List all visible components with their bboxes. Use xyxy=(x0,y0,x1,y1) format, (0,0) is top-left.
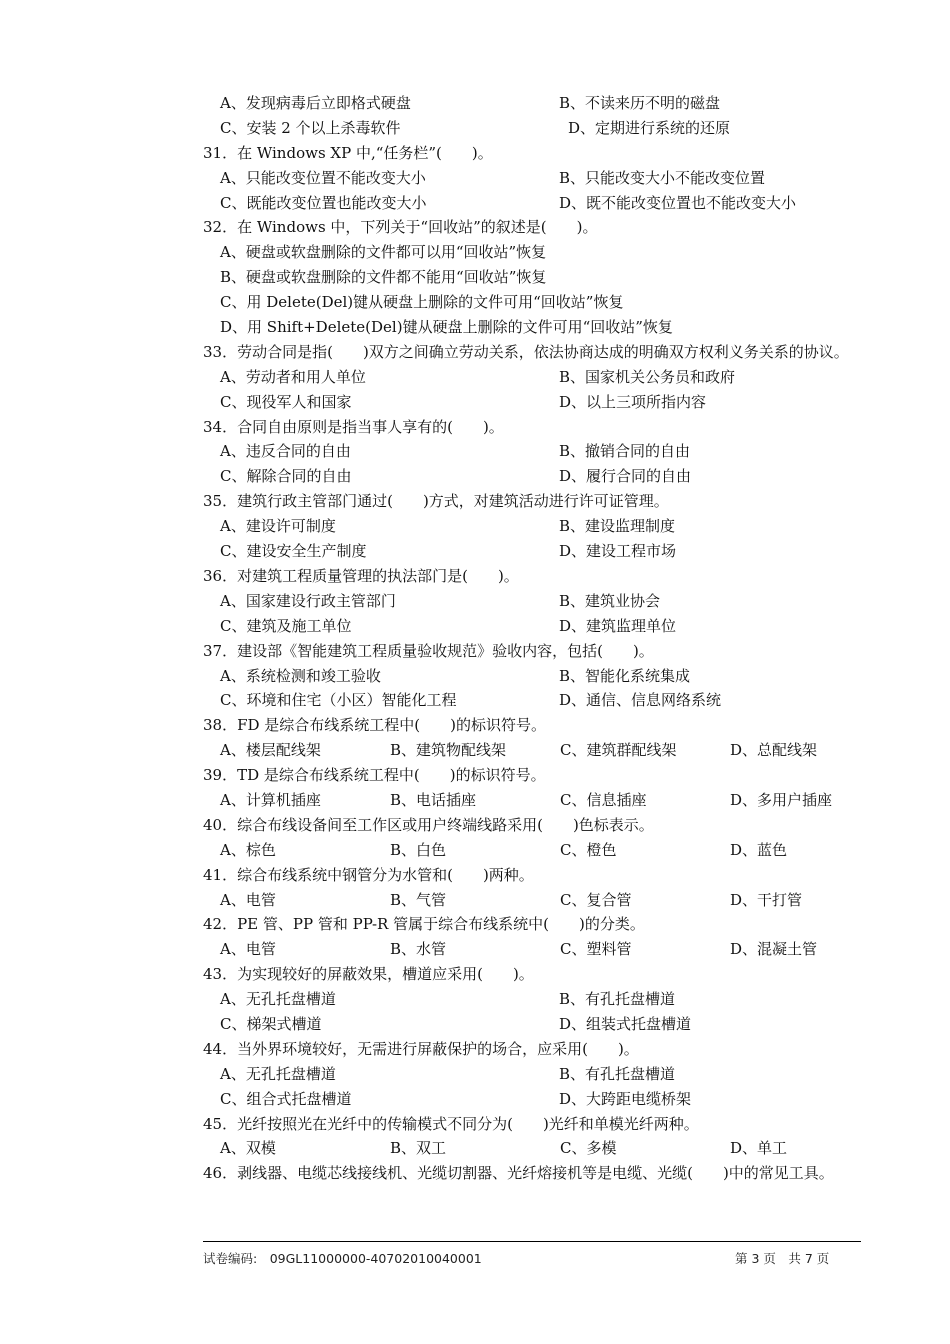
option: B、有孔托盘槽道 xyxy=(559,1064,676,1083)
question-stem: 41．综合布线系统中钢管分为水管和( )两种。 xyxy=(203,865,534,884)
option: C、现役军人和国家 xyxy=(220,392,352,411)
option: B、建筑业协会 xyxy=(559,591,661,610)
option-row xyxy=(203,838,863,863)
option: B、建设监理制度 xyxy=(559,517,676,536)
option-row xyxy=(203,514,863,539)
option-row xyxy=(203,1136,863,1161)
option: A、硬盘或软盘删除的文件都可以用“回收站”恢复 xyxy=(220,243,547,262)
option: B、气管 xyxy=(390,890,447,909)
option-row xyxy=(203,738,863,763)
option: A、无孔托盘槽道 xyxy=(220,1064,336,1083)
question-stem: 46．剥线器、电缆芯线接线机、光缆切割器、光纤熔接机等是电缆、光缆( )中的常见工具。 xyxy=(203,1164,834,1183)
option: A、只能改变位置不能改变大小 xyxy=(220,168,426,187)
option: C、多模 xyxy=(560,1139,617,1158)
option: A、棕色 xyxy=(220,840,276,859)
option: B、电话插座 xyxy=(390,790,477,809)
question-stem: 36．对建筑工程质量管理的执法部门是( )。 xyxy=(203,566,519,585)
question-stem: 43．为实现较好的屏蔽效果，槽道应采用( )。 xyxy=(203,965,534,984)
option: B、双工 xyxy=(390,1139,447,1158)
option-row xyxy=(203,390,863,415)
question-stem: 34．合同自由原则是指当事人享有的( )。 xyxy=(203,417,504,436)
question-stem: 44．当外界环境较好，无需进行屏蔽保护的场合，应采用( )。 xyxy=(203,1039,639,1058)
option: D、蓝色 xyxy=(730,840,788,859)
option: B、只能改变大小不能改变位置 xyxy=(559,168,766,187)
option: D、以上三项所指内容 xyxy=(559,392,707,411)
option: A、劳动者和用人单位 xyxy=(220,367,366,386)
option: B、白色 xyxy=(390,840,447,859)
option-row xyxy=(203,91,863,116)
option: D、定期进行系统的还原 xyxy=(568,118,731,137)
option-row xyxy=(203,439,863,464)
option: A、楼层配线架 xyxy=(220,741,321,760)
option: A、系统检测和竣工验收 xyxy=(220,666,381,685)
option: D、大跨距电缆桥架 xyxy=(559,1089,692,1108)
option: C、梯架式槽道 xyxy=(220,1014,322,1033)
option: A、发现病毒后立即格式硬盘 xyxy=(220,94,411,112)
option: C、信息插座 xyxy=(560,790,647,809)
option-row xyxy=(203,987,863,1012)
option-row xyxy=(203,688,863,713)
option-row xyxy=(203,1087,863,1112)
option: C、复合管 xyxy=(560,890,632,909)
option: B、国家机关公务员和政府 xyxy=(559,367,736,386)
question-stem: 39．TD 是综合布线系统工程中( )的标识符号。 xyxy=(203,766,546,785)
option: A、计算机插座 xyxy=(220,790,321,809)
option-row xyxy=(203,116,863,141)
option-row xyxy=(203,937,863,962)
option: C、既能改变位置也能改变大小 xyxy=(220,193,427,212)
option: D、混凝土管 xyxy=(730,940,818,959)
option-row xyxy=(203,888,863,913)
option: D、单工 xyxy=(730,1139,788,1158)
option-row xyxy=(203,1012,863,1037)
question-stem: 38．FD 是综合布线系统工程中( )的标识符号。 xyxy=(203,716,546,735)
option: C、安装 2 个以上杀毒软件 xyxy=(220,118,401,137)
option: A、电管 xyxy=(220,890,276,909)
option: A、违反合同的自由 xyxy=(220,442,351,461)
question-stem: 45．光纤按照光在光纤中的传输模式不同分为( )光纤和单模光纤两种。 xyxy=(203,1114,699,1133)
option: B、智能化系统集成 xyxy=(559,666,691,685)
option: C、建设安全生产制度 xyxy=(220,542,367,561)
page-number: 第 3 页 共 7 页 xyxy=(735,1251,830,1266)
option: C、解除合同的自由 xyxy=(220,467,352,486)
option: B、硬盘或软盘删除的文件都不能用“回收站”恢复 xyxy=(220,268,547,287)
option: A、无孔托盘槽道 xyxy=(220,990,336,1009)
option: C、建筑群配线架 xyxy=(560,741,677,760)
question-stem: 42．PE 管、PP 管和 PP-R 管属于综合布线系统中( )的分类。 xyxy=(203,915,645,934)
option: C、环境和住宅（小区）智能化工程 xyxy=(220,691,457,710)
option-row xyxy=(203,539,863,564)
option: D、履行合同的自由 xyxy=(559,467,692,486)
option: A、电管 xyxy=(220,940,276,959)
question-stem: 33．劳动合同是指( )双方之间确立劳动关系，依法协商达成的明确双方权利义务关系的协议。 xyxy=(203,342,849,361)
option: A、建设许可制度 xyxy=(220,517,336,536)
question-stem: 32．在 Windows 中，下列关于“回收站”的叙述是( )。 xyxy=(203,218,598,237)
option-row xyxy=(203,191,863,216)
option-row xyxy=(203,166,863,191)
exam-code: 试卷编码: 09GL11000000-40702010040001 xyxy=(203,1251,482,1266)
option: C、建筑及施工单位 xyxy=(220,616,352,635)
option-row xyxy=(203,365,863,390)
question-stem: 40．综合布线设备间至工作区或用户终端线路采用( )色标表示。 xyxy=(203,815,654,834)
option: A、双模 xyxy=(220,1139,276,1158)
option-row xyxy=(203,788,863,813)
option: C、橙色 xyxy=(560,840,617,859)
option: C、组合式托盘槽道 xyxy=(220,1089,352,1108)
option: B、不读来历不明的磁盘 xyxy=(559,94,721,112)
option: B、水管 xyxy=(390,940,447,959)
option: B、建筑物配线架 xyxy=(390,741,507,760)
question-stem: 37．建设部《智能建筑工程质量验收规范》验收内容，包括( )。 xyxy=(203,641,654,660)
option: D、干打管 xyxy=(730,890,803,909)
option: C、塑料管 xyxy=(560,940,632,959)
option: D、建筑监理单位 xyxy=(559,616,677,635)
option: D、建设工程市场 xyxy=(559,542,677,561)
option: D、总配线架 xyxy=(730,741,818,760)
option-row xyxy=(203,614,863,639)
option-row xyxy=(203,1062,863,1087)
question-stem: 31．在 Windows XP 中,“任务栏”( )。 xyxy=(203,143,493,162)
option-row xyxy=(203,664,863,689)
option: C、用 Delete(Del)键从硬盘上删除的文件可用“回收站”恢复 xyxy=(220,293,624,312)
question-list xyxy=(203,91,863,1186)
option: B、撤销合同的自由 xyxy=(559,442,691,461)
option-row xyxy=(203,589,863,614)
option-row xyxy=(203,464,863,489)
option: D、用 Shift+Delete(Del)键从硬盘上删除的文件可用“回收站”恢复 xyxy=(220,318,673,337)
option: B、有孔托盘槽道 xyxy=(559,990,676,1009)
option: D、通信、信息网络系统 xyxy=(559,691,722,710)
option: D、既不能改变位置也不能改变大小 xyxy=(559,193,797,212)
question-stem: 35．建筑行政主管部门通过( )方式，对建筑活动进行许可证管理。 xyxy=(203,492,669,511)
option: D、多用户插座 xyxy=(730,790,833,809)
option: D、组装式托盘槽道 xyxy=(559,1014,692,1033)
option: A、国家建设行政主管部门 xyxy=(220,591,396,610)
footer-rule xyxy=(203,1241,861,1242)
